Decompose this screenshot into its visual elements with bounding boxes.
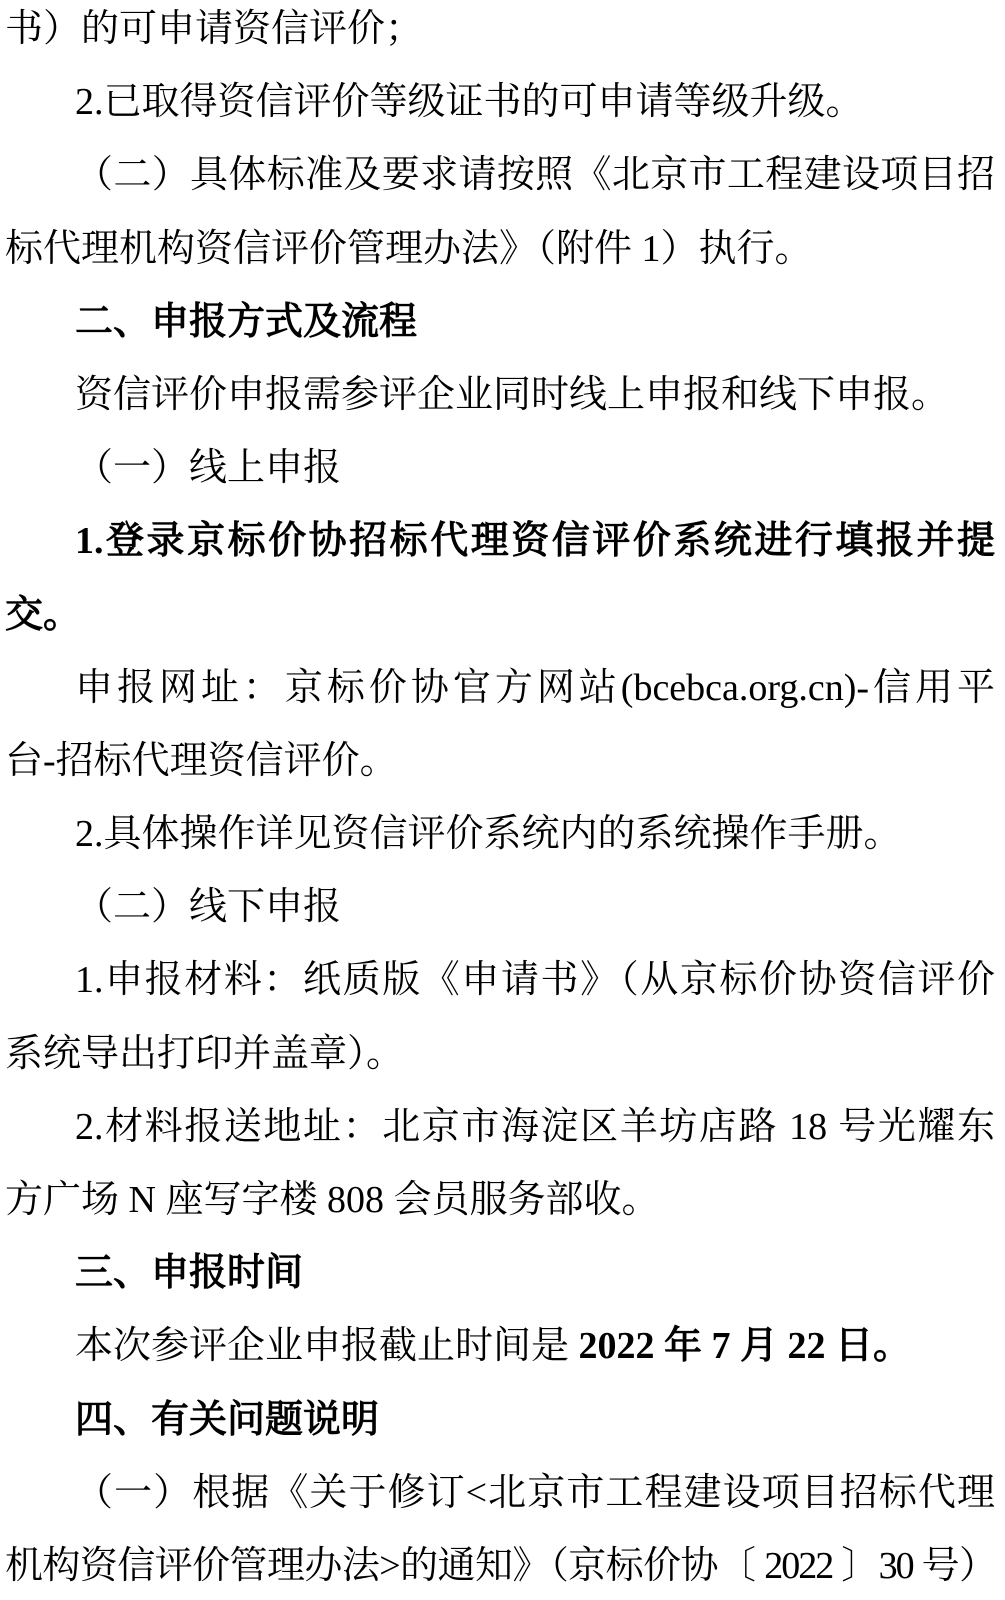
text-line bbox=[5, 579, 995, 652]
text-line bbox=[5, 66, 995, 139]
text-line bbox=[5, 505, 995, 578]
text-segment: （一）根据《关于修订<北京市工程建设项目招标代理 bbox=[75, 1471, 995, 1514]
section-heading-line bbox=[5, 286, 995, 359]
document-body bbox=[5, 0, 995, 1600]
text-line bbox=[5, 1310, 995, 1383]
section-heading-line bbox=[5, 1237, 995, 1310]
text-line bbox=[5, 1530, 995, 1600]
text-segment: 1.申报材料：纸质版《申请书》（从京标价协资信评价 bbox=[75, 959, 995, 1002]
text-line bbox=[5, 139, 995, 212]
text-line bbox=[5, 798, 995, 871]
text-segment: （一）线上申报 bbox=[75, 447, 342, 490]
text-segment: 机构资信评价管理办法>的通知》（京标价协〔 2022 〕30 号） bbox=[5, 1544, 995, 1587]
text-line bbox=[5, 1091, 995, 1164]
text-segment: 2022 年 7 月 22 日。 bbox=[578, 1325, 912, 1368]
text-segment: （二）具体标准及要求请按照《北京市工程建设项目招 bbox=[75, 154, 995, 197]
text-segment: 交。 bbox=[5, 593, 82, 636]
text-line bbox=[5, 1018, 995, 1091]
text-line bbox=[5, 1164, 995, 1237]
text-segment: 2.具体操作详见资信评价系统内的系统操作手册。 bbox=[75, 813, 902, 856]
section-heading-line bbox=[5, 1384, 995, 1457]
text-segment: 二、申报方式及流程 bbox=[75, 300, 418, 343]
text-line bbox=[5, 0, 995, 66]
text-segment: 四、有关问题说明 bbox=[75, 1398, 380, 1441]
text-segment: 2.材料报送地址：北京市海淀区羊坊店路 18 号光耀东 bbox=[75, 1105, 995, 1148]
text-line bbox=[5, 432, 995, 505]
text-line bbox=[5, 359, 995, 432]
text-segment: 台-招标代理资信评价。 bbox=[5, 739, 398, 782]
text-segment: 三、申报时间 bbox=[75, 1252, 304, 1295]
text-segment: （二）线下申报 bbox=[75, 886, 342, 929]
text-segment: 系统导出打印并盖章）。 bbox=[5, 1032, 405, 1075]
text-segment: 2.已取得资信评价等级证书的可申请等级升级。 bbox=[75, 81, 864, 124]
text-segment: 资信评价申报需参评企业同时线上申报和线下申报。 bbox=[75, 373, 950, 416]
text-line bbox=[5, 652, 995, 725]
text-segment: 申报网址：京标价协官方网站(bcebca.org.cn)-信用平 bbox=[75, 666, 995, 709]
text-line bbox=[5, 213, 995, 286]
text-segment: 本次参评企业申报截止时间是 bbox=[75, 1325, 579, 1368]
text-line bbox=[5, 725, 995, 798]
text-segment: 书）的可申请资信评价； bbox=[5, 8, 424, 50]
text-line bbox=[5, 1457, 995, 1530]
text-segment: 1.登录京标价协招标代理资信评价系统进行填报并提 bbox=[75, 520, 995, 563]
text-line bbox=[5, 944, 995, 1017]
text-line bbox=[5, 871, 995, 944]
text-segment: 标代理机构资信评价管理办法》（附件 1）执行。 bbox=[5, 227, 813, 270]
text-segment: 方广场 N 座写字楼 808 会员服务部收。 bbox=[5, 1179, 660, 1221]
